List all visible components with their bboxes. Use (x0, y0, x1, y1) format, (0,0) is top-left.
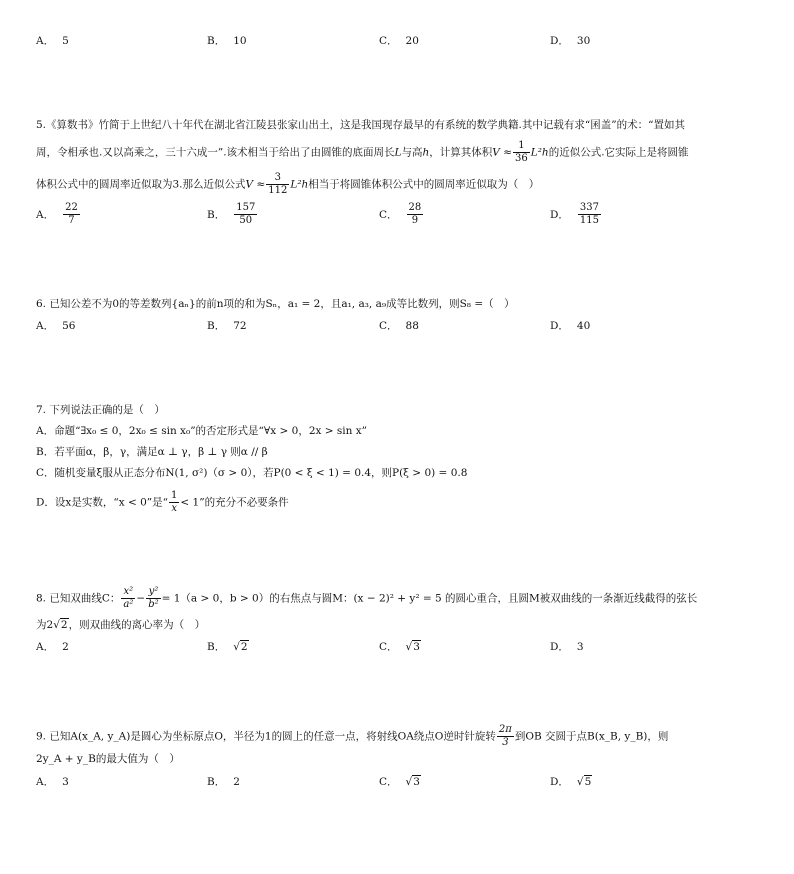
option-value: 30 (576, 35, 591, 47)
q9-option-a[interactable] (36, 775, 69, 789)
text: 为 (36, 619, 47, 631)
q9-stem-line-2: 2y_A + y_B的最大值为（ ） (36, 753, 180, 765)
option-label: D． (550, 208, 569, 221)
q9-option-d[interactable] (550, 775, 592, 789)
math-expr: L²h (530, 146, 549, 159)
q8-option-b[interactable] (207, 640, 249, 654)
option-value: 5 (62, 35, 69, 47)
option-label: A． (36, 35, 55, 47)
q5-stem-line-3 (36, 172, 539, 197)
text: = 1（a > 0，b > 0）的右焦点与圆M：(x − 2)² + y² = 5 的圆心重合，且圆M被双曲线的一条渐近线截得的弦长 (161, 592, 698, 605)
option-value: 10 (233, 35, 247, 47)
q8-option-c[interactable] (379, 640, 421, 654)
option-value: 56 (62, 320, 76, 332)
option-value: 2 (62, 641, 69, 653)
radicand: 2 (60, 619, 68, 631)
text: ，则双曲线的离心率为（ ） (68, 619, 206, 631)
option-value: 20 (405, 35, 419, 47)
denominator: 3 (502, 737, 509, 748)
option-label: D． (550, 641, 569, 653)
option-label: D． (550, 35, 569, 47)
option-value: 88 (405, 320, 419, 332)
numerator: 157 (236, 202, 256, 213)
sqrt-sign: √ (53, 619, 60, 631)
q4-option-b[interactable] (207, 34, 247, 48)
numerator: 2π (498, 724, 512, 735)
option-label: C． (379, 208, 398, 221)
fraction (234, 202, 257, 227)
q6-option-b[interactable] (207, 319, 247, 333)
fraction (513, 140, 530, 165)
option-value: 3 (576, 641, 584, 653)
text: 周，令相承也.又以高乘之，三十六成一”.该术相当于给出了由圆锥的底面周长 (36, 146, 395, 159)
coef: 2 (46, 619, 54, 631)
q5-stem-line-1: 5.《算数书》竹简于上世纪八十年代在湖北省江陵县张家山出土，这是我国现存最早的有系统的数学典籍.其中记载有求“囷盖”的术：“置如其 (36, 119, 685, 131)
q7-option-a[interactable]: A．命题“∃x₀ ≤ 0，2x₀ ≤ sin x₀”的否定形式是“∀x > 0，2x > sin x” (36, 425, 368, 437)
fraction (497, 724, 514, 749)
denominator: 115 (579, 215, 600, 226)
option-label: A． (36, 208, 55, 221)
text: 的近似公式.它实际上是将圆锥 (548, 146, 689, 159)
option-label: D． (550, 776, 569, 788)
numerator: 22 (65, 202, 78, 213)
text: 到OB 交圆于点B(x_B, y_B)，则 (514, 730, 669, 743)
q8-option-d[interactable] (550, 640, 584, 654)
option-label: C． (379, 641, 398, 653)
option-label: C． (379, 776, 398, 788)
fraction (63, 202, 80, 227)
text: ，计算其体积 (429, 146, 493, 159)
q7-option-c[interactable]: C．随机变量ξ服从正态分布N(1, σ²)（σ > 0），若P(0 < ξ < 1) = 0.4，则P(ξ > 0) = 0.8 (36, 467, 468, 479)
q7-option-d[interactable] (36, 490, 289, 515)
option-label: D． (550, 320, 569, 332)
q4-option-a[interactable] (36, 34, 69, 48)
denominator: 9 (411, 215, 419, 226)
denominator: 50 (239, 215, 253, 226)
sqrt-sign: √ (405, 641, 413, 653)
option-value: 2 (233, 776, 240, 788)
option-label: C． (379, 320, 398, 332)
q7-stem: 7. 下列说法正确的是（ ） (36, 404, 165, 416)
q6-stem: 6. 已知公差不为0的等差数列{aₙ}的前n项的和为Sₙ，a₁ = 2，且a₁, a₃, a₉成等比数列，则S₈ =（ ） (36, 298, 515, 310)
option-value: 3 (62, 776, 69, 788)
option-value: 3 (413, 641, 420, 653)
math-var: L (394, 146, 402, 159)
text: 与高 (401, 146, 423, 159)
q5-option-d[interactable] (550, 202, 602, 227)
text: < 1”的充分不必要条件 (180, 496, 289, 509)
q8-stem-line-2 (36, 618, 205, 632)
option-label: B． (207, 208, 226, 221)
numerator: 337 (579, 202, 600, 213)
sqrt-sign: √ (576, 776, 584, 788)
option-value: 40 (576, 320, 591, 332)
sqrt-sign: √ (405, 776, 413, 788)
minus-sign: − (136, 592, 146, 605)
denominator: a² (123, 599, 134, 610)
q4-option-c[interactable] (379, 34, 419, 48)
fraction (121, 586, 135, 611)
fraction (146, 586, 160, 611)
option-value: 2 (240, 641, 248, 653)
q4-option-d[interactable] (550, 34, 590, 48)
numerator: 3 (266, 172, 289, 185)
math-var: V ≈ (245, 178, 266, 191)
numerator: 28 (408, 202, 422, 213)
sqrt-sign: √ (233, 641, 240, 653)
option-label: B． (207, 776, 226, 788)
option-value: 5 (584, 776, 592, 788)
denominator: 7 (68, 215, 75, 226)
fraction (578, 202, 601, 227)
q9-option-b[interactable] (207, 775, 240, 789)
q6-option-a[interactable] (36, 319, 75, 333)
q6-option-c[interactable] (379, 319, 419, 333)
fraction (407, 202, 424, 227)
numerator: 1 (513, 140, 530, 153)
denominator: 112 (268, 185, 288, 196)
fraction (169, 490, 179, 515)
math-var: h (422, 146, 430, 159)
text: 体积公式中的圆周率近似取为3.那么近似公式 (36, 178, 246, 191)
fraction (266, 172, 289, 197)
denominator: b² (148, 599, 159, 610)
q5-option-a[interactable] (36, 202, 81, 227)
option-label: A． (36, 320, 55, 332)
denominator: x (171, 503, 178, 514)
numerator: y² (146, 586, 160, 599)
q9-stem-line-1 (36, 724, 668, 749)
q9-option-c[interactable] (379, 775, 421, 789)
text: 相当于将圆锥体积公式中的圆周率近似取为（ ） (308, 178, 540, 191)
option-label: B． (207, 641, 226, 653)
text: 8. 已知双曲线C： (36, 592, 121, 605)
option-label: B． (207, 320, 226, 332)
q5-option-c[interactable] (379, 202, 424, 227)
q5-stem-line-2 (36, 140, 689, 165)
q5-option-b[interactable] (207, 202, 258, 227)
numerator: x² (121, 586, 135, 599)
option-label: C． (379, 35, 398, 47)
text: 9. 已知A(x_A, y_A)是圆心为坐标原点O，半径为1的圆上的任意一点，将射线OA绕点O逆时针旋转 (36, 730, 496, 743)
q8-stem-line-1 (36, 586, 697, 611)
q7-option-b[interactable]: B．若平面α，β，γ，满足α ⊥ γ，β ⊥ γ 则α // β (36, 446, 268, 458)
math-expr: L²h (290, 178, 309, 191)
denominator: 36 (515, 153, 528, 164)
text: D．设x是实数，“x < 0”是“ (36, 496, 169, 509)
option-value: 72 (233, 320, 247, 332)
option-label: B． (207, 35, 226, 47)
q8-option-a[interactable] (36, 640, 69, 654)
numerator: 1 (171, 490, 178, 501)
option-label: A． (36, 641, 55, 653)
q6-option-d[interactable] (550, 319, 590, 333)
math-var: V ≈ (492, 146, 513, 159)
option-value: 3 (413, 776, 420, 788)
option-label: A． (36, 776, 55, 788)
